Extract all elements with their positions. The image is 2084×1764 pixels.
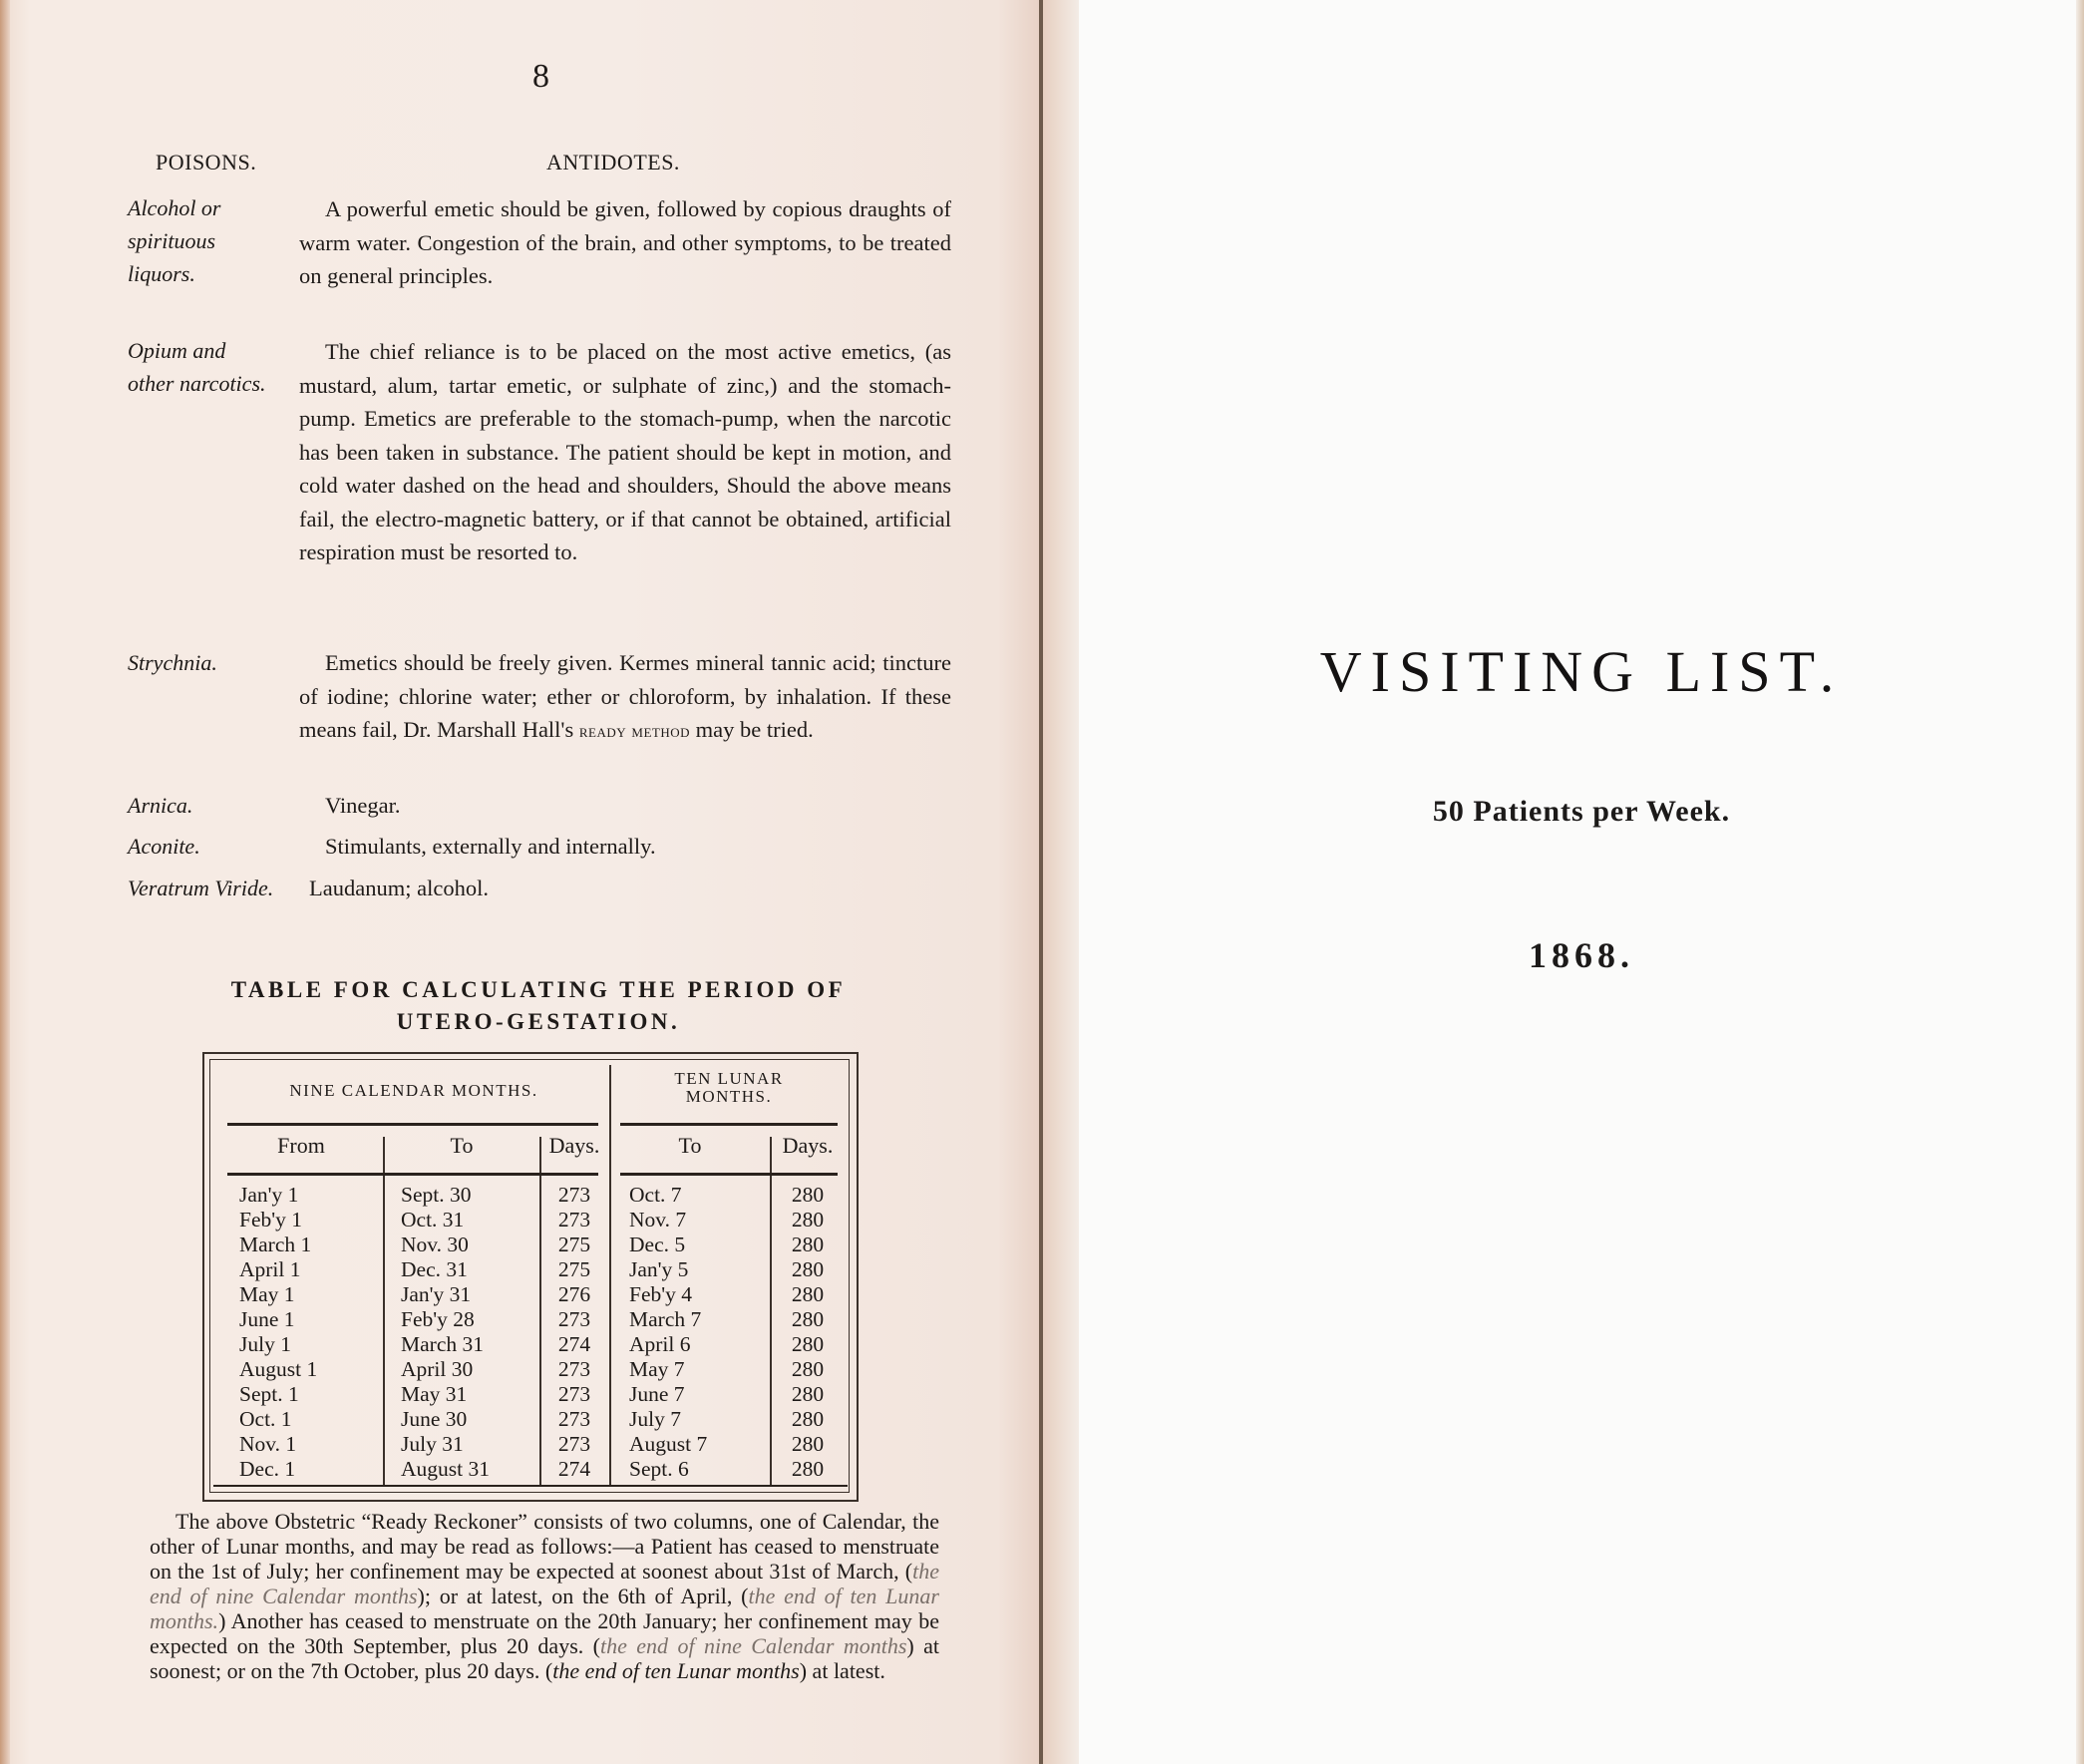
cell-from: Nov. 1: [239, 1432, 297, 1456]
antidote-alcohol: A powerful emetic should be given, followed by copious draughts of warm water. Congestion of the brain, and other symptoms, to be treated on general principles.: [299, 196, 951, 288]
footer-rule: [213, 1485, 848, 1487]
page-edge-stain: [1043, 0, 1079, 1764]
cell-lunar-days: 280: [791, 1183, 825, 1207]
cell-lunar-to: Jan'y 5: [629, 1257, 689, 1281]
antidotes-header: ANTIDOTES.: [546, 150, 680, 175]
cell-lunar-days: 280: [791, 1332, 825, 1356]
visiting-list-year: 1868.: [1529, 935, 1634, 975]
cell-days: 273: [557, 1382, 591, 1406]
antidote-opium: The chief reliance is to be placed on the most active emetics, (as mustard, alum, tartar emetic, or sulphate of zinc,) and the stomach-pump. Emetics are preferable to the stomach-pump, when the narcotic has been taken in substance. The patient should be kept in motion, and cold water dashed on the head and shoulders, Should the above means fail, the electro-magnetic battery, or if that cannot be obtained, artificial respiration must be resorted to.: [299, 339, 951, 564]
poison-arnica: Arnica.: [128, 793, 193, 818]
cell-from: Dec. 1: [239, 1457, 296, 1481]
cell-lunar-days: 280: [791, 1282, 825, 1306]
poison-strychnia: Strychnia.: [128, 650, 217, 675]
cell-days: 273: [557, 1307, 591, 1331]
cell-to: June 30: [401, 1407, 468, 1431]
antidote-arnica: Vinegar.: [325, 793, 401, 818]
cell-lunar-days: 280: [791, 1382, 825, 1406]
col-header-to: To: [450, 1133, 474, 1158]
cell-lunar-to: August 7: [629, 1432, 708, 1456]
cell-days: 273: [557, 1407, 591, 1431]
cell-lunar-to: Sept. 6: [629, 1457, 689, 1481]
col-header-days: Days.: [548, 1133, 600, 1158]
cell-lunar-days: 280: [791, 1233, 825, 1256]
cell-lunar-to: Feb'y 4: [629, 1282, 692, 1306]
cell-days: 274: [557, 1332, 591, 1356]
cell-days: 273: [557, 1208, 591, 1232]
visiting-list-subtitle: 50 Patients per Week.: [1432, 795, 1731, 828]
antidote-veratrum: Laudanum; alcohol.: [309, 876, 489, 900]
right-page: [1079, 0, 2084, 1764]
cell-from: July 1: [239, 1332, 291, 1356]
cell-to: Feb'y 28: [401, 1307, 475, 1331]
cell-lunar-days: 280: [791, 1407, 825, 1431]
cell-days: 275: [557, 1257, 591, 1281]
poisons-header: POISONS.: [156, 150, 257, 175]
table-title: TABLE FOR CALCULATING THE PERIOD OF UTERO-GESTATION.: [230, 977, 847, 1034]
cell-lunar-to: Oct. 7: [629, 1183, 682, 1207]
cell-from: Feb'y 1: [239, 1208, 302, 1232]
poison-alcohol: Alcohol or spirituous liquors.: [128, 195, 221, 286]
cell-to: Sept. 30: [401, 1183, 472, 1207]
cell-lunar-days: 280: [791, 1432, 825, 1456]
header-rule: [620, 1173, 838, 1176]
cell-to: Jan'y 31: [401, 1282, 472, 1306]
cell-lunar-to: May 7: [629, 1357, 685, 1381]
col-header-lunar-to: To: [678, 1133, 702, 1158]
page-number: 8: [532, 58, 549, 95]
cell-days: 276: [557, 1282, 591, 1306]
visiting-list-title: VISITING LIST.: [1319, 639, 1844, 704]
cell-from: August 1: [239, 1357, 318, 1381]
cell-to: May 31: [401, 1382, 468, 1406]
cell-lunar-to: April 6: [629, 1332, 691, 1356]
cell-days: 273: [557, 1357, 591, 1381]
cell-from: April 1: [239, 1257, 301, 1281]
cell-days: 274: [557, 1457, 591, 1481]
header-rule: [620, 1123, 838, 1126]
cell-days: 273: [557, 1432, 591, 1456]
cell-from: March 1: [239, 1233, 312, 1256]
cell-to: Nov. 30: [401, 1233, 469, 1256]
cell-from: June 1: [239, 1307, 295, 1331]
cell-from: Jan'y 1: [239, 1183, 299, 1207]
cell-days: 275: [557, 1233, 591, 1256]
cell-lunar-to: July 7: [629, 1407, 681, 1431]
col-divider: [383, 1137, 385, 1487]
col-header-lunar-days: Days.: [782, 1133, 834, 1158]
cell-lunar-days: 280: [791, 1457, 825, 1481]
cell-lunar-days: 280: [791, 1208, 825, 1232]
header-rule: [227, 1123, 598, 1126]
cell-from: Sept. 1: [239, 1382, 299, 1406]
cell-to: Oct. 31: [401, 1208, 465, 1232]
cell-to: August 31: [401, 1457, 490, 1481]
poison-opium: Opium and other narcotics.: [128, 338, 266, 396]
antidote-strychnia: Emetics should be freely given. Kermes mineral tannic acid; tincture of iodine; chlorine water; ether or chloroform, by inhalation. If these means fail, Dr. Marshall Hall's ready method may be tried.: [299, 650, 951, 742]
col-header-from: From: [277, 1133, 325, 1158]
cell-lunar-days: 280: [791, 1357, 825, 1381]
cell-to: Dec. 31: [401, 1257, 468, 1281]
cell-lunar-days: 280: [791, 1257, 825, 1281]
reckoner-paragraph: The above Obstetric “Ready Reckoner” consists of two columns, one of Calendar, the other of Lunar months, and may be read as follows:—a Patient has ceased to menstruate on the 1st of July; her confinement may be expected at soonest about 31st of March, (the end of nine Calendar months); or at latest, on the 6th of April, (the end of ten Lunar months.) Another has ceased to menstruate on the 20th January; her confinement may be expected on the 30th September, plus 20 days. (the end of nine Calendar months) at soonest; or on the 7th October, plus 20 days. (the end of ten Lunar months) at latest.: [150, 1509, 939, 1683]
poison-veratrum: Veratrum Viride.: [128, 876, 274, 900]
cell-lunar-to: June 7: [629, 1382, 685, 1406]
antidote-aconite: Stimulants, externally and internally.: [325, 834, 656, 859]
poison-aconite: Aconite.: [128, 834, 200, 859]
cell-lunar-to: March 7: [629, 1307, 702, 1331]
cell-from: Oct. 1: [239, 1407, 292, 1431]
group-divider: [609, 1065, 611, 1487]
header-rule: [227, 1173, 598, 1176]
cell-from: May 1: [239, 1282, 295, 1306]
cell-lunar-days: 280: [791, 1307, 825, 1331]
cell-to: April 30: [401, 1357, 474, 1381]
group-header-lunar: TEN LUNAR MONTHS.: [674, 1069, 784, 1106]
cell-days: 273: [557, 1183, 591, 1207]
cell-to: March 31: [401, 1332, 484, 1356]
group-header-calendar: NINE CALENDAR MONTHS.: [289, 1081, 538, 1100]
cell-lunar-to: Dec. 5: [629, 1233, 686, 1256]
cell-lunar-to: Nov. 7: [629, 1208, 687, 1232]
cell-to: July 31: [401, 1432, 464, 1456]
